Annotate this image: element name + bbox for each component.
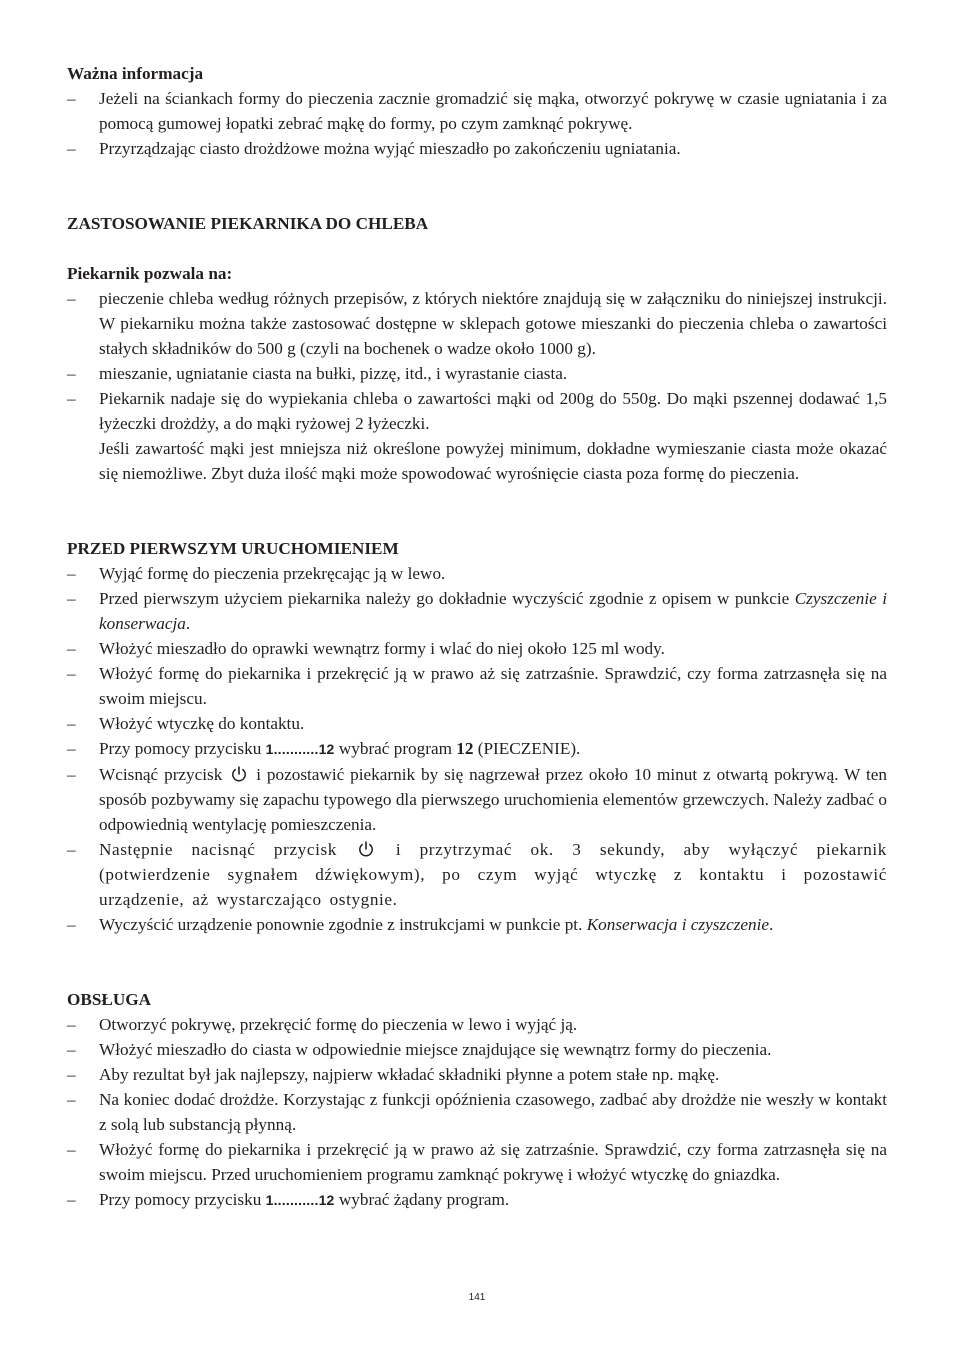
list-item: – Jeżeli na ściankach formy do pieczenia zacznie gromadzić się mąka, otworzyć pokrywę w czasie ugniatania i za pomocą gumowej łopatki zebrać mąkę do formy, po czym zamknąć pokrywę. — [67, 86, 887, 136]
list-item — [67, 386, 887, 486]
usage-heading: ZASTOSOWANIE PIEKARNIKA DO CHLEBA — [67, 214, 429, 233]
important-heading: Ważna informacja — [67, 64, 204, 83]
list-item-text: (PIECZENIE). — [473, 739, 581, 758]
list-item-text: i pozostawić piekarnik by się nagrzewał przez około 10 minut z otwartą pokrywą. W ten sposób pozbywamy się zapachu typowego dla pierwszego uruchomienia elementów grzewczych. Należy zadbać o odpowiednią wentylację pomieszczenia. — [99, 765, 887, 834]
list-item-text: Przy pomocy przycisku — [99, 739, 266, 758]
program-button-label: 1...........12 — [265, 1192, 335, 1208]
document-page — [67, 61, 887, 1213]
list-item: – Włożyć formę do piekarnika i przekręcić ją w prawo aż się zatrzaśnie. Sprawdzić, czy forma zatrzasnęła się na swoim miejscu. Przed uruchomieniem programu zamknąć pokrywę i włożyć wtyczkę do gniazdka. — [67, 1137, 887, 1187]
list-item — [67, 762, 887, 837]
list-item-text: Piekarnik nadaje się do wypiekania chleba o zawartości mąki od 200g do 550g. Do mąki pszennej dodawać 1,5 łyżeczki drożdży, a do mąki ryżowej 2 łyżeczki. — [99, 389, 887, 433]
section-reference: Czyszczenie i konserwacja — [99, 589, 887, 633]
list-item-text: Jeśli zawartość mąki jest mniejsza niż określone powyżej minimum, dokładne wymieszanie ciasta może okazać się niemożliwe. Zbyt duża ilość mąki może spowodować wyrośnięcie ciasta poza formę do pieczenia. — [99, 439, 887, 483]
usage-subheading: Piekarnik pozwala na: — [67, 264, 233, 283]
list-item-text: Przy pomocy przycisku — [99, 1190, 266, 1209]
operation-heading: OBSŁUGA — [67, 990, 152, 1009]
list-item-text: i przytrzymać ok. 3 sekundy, aby wyłączyć piekarnik (potwierdzenie sygnałem dźwiękowym), po czym wyjąć wtyczkę z kontaktu i pozostawić urządzenie, aż wystarczająco ostygnie. — [99, 840, 887, 909]
program-button-label: 1...........12 — [265, 741, 335, 757]
list-item: – Otworzyć pokrywę, przekręcić formę do pieczenia w lewo i wyjąć ją. — [67, 1012, 887, 1037]
list-item-text: Przed pierwszym użyciem piekarnika należy go dokładnie wyczyścić zgodnie z opisem w punkcie — [99, 589, 795, 608]
list-item: – Włożyć mieszadło do oprawki wewnątrz formy i wlać do niej około 125 ml wody. — [67, 636, 887, 661]
list-item: – pieczenie chleba według różnych przepisów, z których niektóre znajdują się w załączniku do niniejszej instrukcji. W piekarniku można także zastosować dostępne w sklepach gotowe mieszanki do pieczenia chleba o zawartości stałych składników do 500 g (czyli na bochenek o wadze około 1000 g). — [67, 286, 887, 361]
first-use-heading: PRZED PIERWSZYM URUCHOMIENIEM — [67, 539, 399, 558]
list-item: – Aby rezultat był jak najlepszy, najpierw wkładać składniki płynne a potem stałe np. mąkę. — [67, 1062, 887, 1087]
list-item: – Włożyć formę do piekarnika i przekręcić ją w prawo aż się zatrzaśnie. Sprawdzić, czy forma zatrzasnęła się na swoim miejscu. — [67, 661, 887, 711]
list-item-text: Wcisnąć przycisk — [99, 765, 229, 784]
list-item — [67, 912, 887, 937]
list-item — [67, 736, 887, 762]
list-item: – Włożyć wtyczkę do kontaktu. — [67, 711, 887, 736]
list-item — [67, 837, 887, 912]
list-item — [67, 586, 887, 636]
list-item-text: wybrać żądany program. — [334, 1190, 510, 1209]
power-button-icon — [357, 840, 375, 858]
list-item: – Włożyć mieszadło do ciasta w odpowiednie miejsce znajdujące się wewnątrz formy do pieczenia. — [67, 1037, 887, 1062]
list-item-text: . — [185, 614, 191, 633]
power-button-icon — [230, 765, 248, 783]
usage-list — [67, 286, 887, 486]
program-number: 12 — [456, 739, 474, 758]
list-item — [67, 1187, 887, 1213]
operation-list — [67, 1012, 887, 1213]
important-list — [67, 86, 887, 161]
list-item: – Wyjąć formę do pieczenia przekręcając ją w lewo. — [67, 561, 887, 586]
section-reference: Konserwacja i czyszczenie — [586, 915, 770, 934]
list-item: – Przyrządzając ciasto drożdżowe można wyjąć mieszadło po zakończeniu ugniatania. — [67, 136, 887, 161]
first-use-list — [67, 561, 887, 937]
list-item-text: . — [769, 915, 774, 934]
list-item: – Na koniec dodać drożdże. Korzystając z funkcji opóźnienia czasowego, zadbać aby drożdże nie weszły w kontakt z solą lub substancją płynną. — [67, 1087, 887, 1137]
list-item-text: wybrać program — [334, 739, 457, 758]
list-item: – mieszanie, ugniatanie ciasta na bułki, pizzę, itd., i wyrastanie ciasta. — [67, 361, 887, 386]
list-item-text: Wyczyścić urządzenie ponownie zgodnie z instrukcjami w punkcie pt. — [99, 915, 587, 934]
list-item-text: Następnie nacisnąć przycisk — [99, 840, 356, 859]
page-number: 141 — [468, 1292, 486, 1303]
